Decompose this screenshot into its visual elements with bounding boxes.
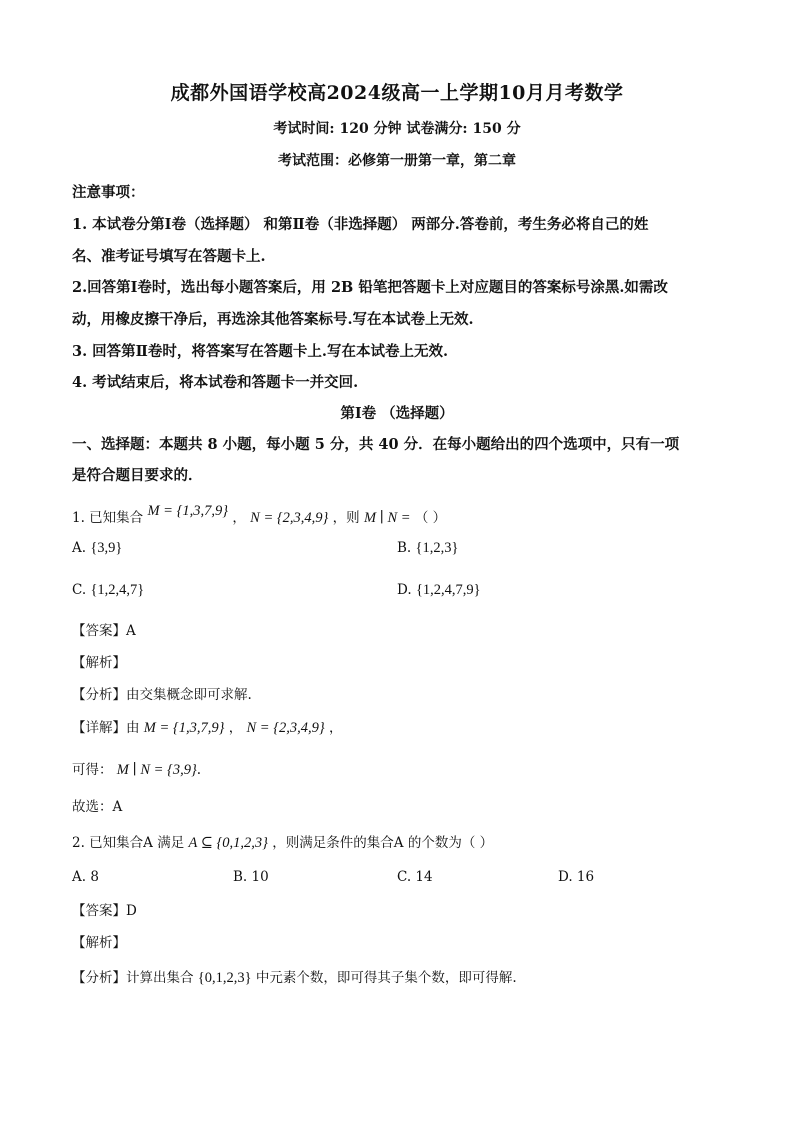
- section-heading: 第Ⅰ卷 （选择题）: [340, 405, 454, 422]
- q1-option-b[interactable]: [397, 540, 458, 557]
- q2-option-a[interactable]: A. 8: [72, 869, 99, 885]
- q2-answer: [72, 899, 137, 919]
- q1-option-a[interactable]: [72, 540, 122, 557]
- q1-detail-end: ，: [328, 720, 343, 736]
- q1-set-m: M = {1,3,7,9}: [147, 503, 229, 519]
- q1-result-prefix: 可得：: [72, 762, 113, 778]
- q1-option-c-value: {1,2,4,7}: [90, 582, 145, 598]
- q1-option-c[interactable]: [72, 582, 144, 599]
- q1-sep: ，: [232, 510, 246, 526]
- notes-line-5: 3. 回答第Ⅱ卷时，将答案写在答题卡上.写在本试卷上无效.: [72, 343, 448, 360]
- q1-fenxi-text: 由交集概念即可求解.: [126, 687, 252, 703]
- q1-paren: （ ）: [414, 510, 447, 526]
- q2-fenxi-set: {0,1,2,3}: [197, 970, 252, 986]
- q1-option-d[interactable]: [397, 582, 481, 599]
- q2-suffix: ，则满足条件的集合A 的个数为（ ）: [272, 835, 494, 851]
- q1-option-c-label: C.: [72, 582, 87, 598]
- q2-fenxi-suffix: 中元素个数，即可得其子集个数，即可得解.: [255, 970, 517, 986]
- q1-detail: [72, 716, 342, 737]
- q1-option-d-value: {1,2,4,7,9}: [415, 582, 481, 598]
- q2-answer-value: D: [126, 903, 137, 919]
- q1-result-expr: M ∣ N = {3,9}: [116, 762, 197, 778]
- q1-answer-tag: 【答案】: [72, 623, 126, 639]
- q1-fenxi: [72, 683, 252, 703]
- q1-detail-set-n: N = {2,3,4,9}: [246, 720, 325, 736]
- question-2-stem: [72, 831, 493, 852]
- notes-line-2: 名、准考证号填写在答题卡上.: [72, 248, 266, 265]
- q1-result-end: .: [196, 762, 202, 778]
- section-instructions-1: 一、选择题：本题共 8 小题，每小题 5 分，共 40 分．在每小题给出的四个选项中，只有一项: [72, 436, 680, 453]
- section-instructions-2: 是符合题目要求的．: [72, 467, 203, 484]
- exam-title: 成都外国语学校高2024级高一上学期10月月考数学: [170, 82, 624, 104]
- q1-option-b-value: {1,2,3}: [415, 540, 459, 556]
- q2-fenxi-tag: 【分析】: [72, 970, 126, 986]
- q2-option-b[interactable]: B. 10: [233, 869, 269, 885]
- question-1-stem: [72, 503, 447, 527]
- notes-line-4: 动，用橡皮擦干净后，再选涂其他答案标号.写在本试卷上无效.: [72, 311, 474, 328]
- q1-option-b-label: B.: [397, 540, 412, 556]
- q1-detail-set-m: M = {1,3,7,9}: [143, 720, 225, 736]
- q1-option-d-label: D.: [397, 582, 412, 598]
- q1-set-n: N = {2,3,4,9}: [250, 510, 329, 526]
- notes-line-6: 4. 考试结束后，将本试卷和答题卡一并交回.: [72, 374, 359, 391]
- q1-fenxi-tag: 【分析】: [72, 687, 126, 703]
- q1-answer-value: A: [126, 623, 136, 639]
- q2-expr: A ⊆ {0,1,2,3}: [188, 835, 268, 851]
- q1-analysis-tag: 【解析】: [72, 655, 126, 671]
- q2-fenxi: [72, 966, 517, 987]
- q2-answer-tag: 【答案】: [72, 903, 126, 919]
- q2-option-c[interactable]: C. 14: [397, 869, 433, 885]
- q1-option-a-value: {3,9}: [90, 540, 123, 556]
- q2-fenxi-prefix: 计算出集合: [126, 970, 194, 986]
- notes-heading: 注意事项：: [72, 184, 145, 201]
- exam-time-info: 考试时间: 120 分钟 试卷满分: 150 分: [273, 121, 521, 137]
- q1-answer: [72, 619, 136, 639]
- q1-expr: M ∣ N =: [363, 510, 411, 526]
- q2-option-d[interactable]: D. 16: [558, 869, 595, 885]
- notes-line-3: 2.回答第Ⅰ卷时，选出每小题答案后，用 2B 铅笔把答题卡上对应题目的答案标号涂黑.如需改: [72, 279, 668, 296]
- q1-detail-sep: ，: [228, 720, 243, 736]
- notes-line-1: 1. 本试卷分第Ⅰ卷（选择题） 和第Ⅱ卷（非选择题） 两部分.答卷前，考生务必将自己的姓: [72, 216, 649, 233]
- q2-prefix: 2. 已知集合A 满足: [72, 835, 185, 851]
- q2-analysis-tag: 【解析】: [72, 935, 126, 951]
- q1-detail-tag: 【详解】: [72, 720, 126, 736]
- q1-result: [72, 758, 201, 779]
- q1-choose: 故选：A: [72, 799, 123, 815]
- q1-detail-prefix: 由: [126, 720, 140, 736]
- q1-option-a-label: A.: [72, 540, 87, 556]
- exam-scope-info: 考试范围：必修第一册第一章，第二章: [278, 153, 516, 169]
- q1-mid: ，则: [332, 510, 360, 526]
- q1-prefix: 1. 已知集合: [72, 510, 144, 526]
